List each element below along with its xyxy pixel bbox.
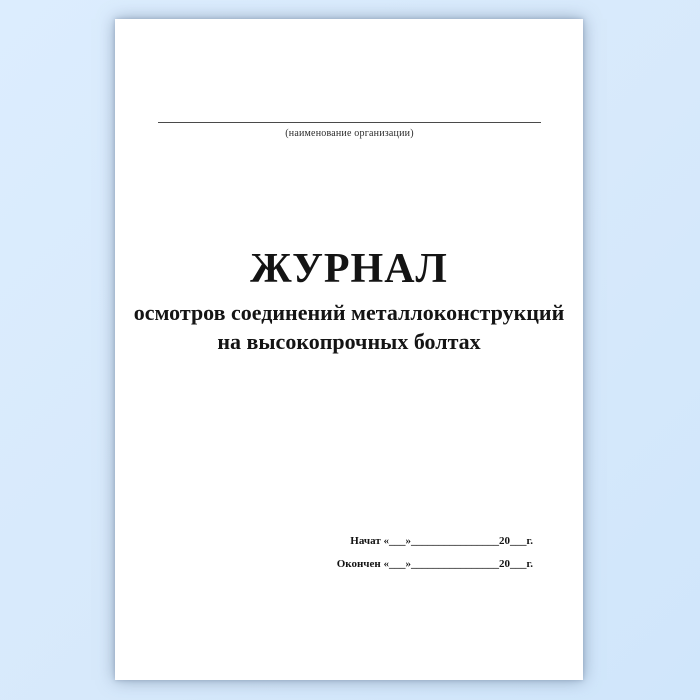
organization-name-caption: (наименование организации) [285,128,414,139]
title-block [115,245,583,356]
journal-subtitle-line2: на высокопрочных болтах [217,329,481,355]
finish-date-fill: «___»________________20___г. [383,558,533,570]
journal-cover-page [115,19,583,680]
finish-date-line [337,557,533,571]
dates-block [337,534,533,580]
start-date-label: Начат [350,535,381,547]
finish-date-label: Окончен [336,558,381,570]
start-date-fill: «___»________________20___г. [383,535,533,547]
journal-subtitle-line1: осмотров соединений металлоконструкций [133,300,565,326]
journal-subtitle [115,298,583,356]
journal-title: ЖУРНАЛ [250,246,448,292]
start-date-line [337,534,533,548]
organization-name-line [158,122,541,141]
